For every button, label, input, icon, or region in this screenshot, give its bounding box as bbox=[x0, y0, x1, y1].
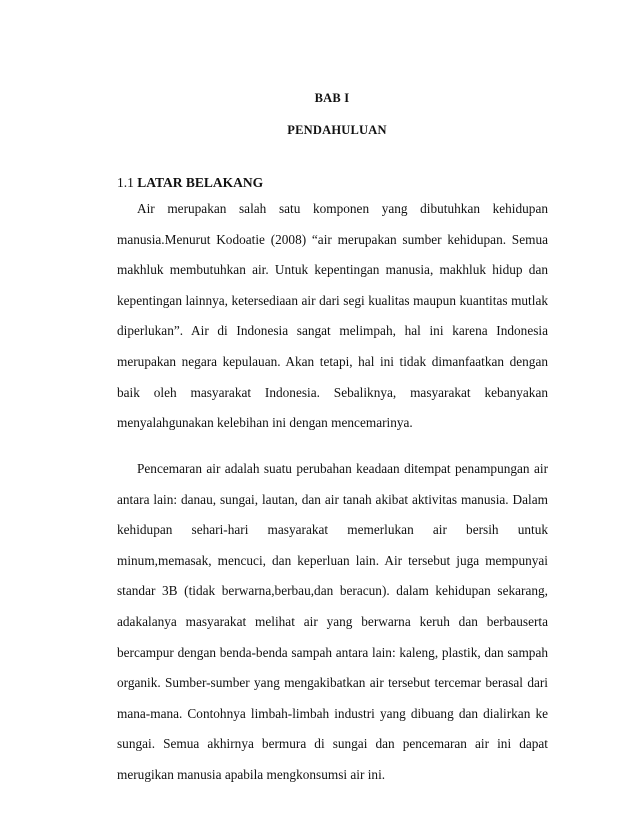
chapter-title: PENDAHULUAN bbox=[287, 123, 387, 137]
section-number: 1.1 bbox=[117, 175, 134, 190]
section-heading bbox=[117, 175, 263, 191]
paragraph: Air merupakan salah satu komponen yang dibutuhkan kehidupan manusia.Menurut Kodoatie (2008) “air merupakan sumber kehidupan. Semua makhluk membutuhkan air. Untuk kepentingan manusia, makhluk hidup dan kepentingan lainnya, ketersediaan air dari segi kualitas maupun kuantitas mutlak diperlukan”. Air di Indonesia sangat melimpah, hal ini karena Indonesia merupakan negara kepulauan. Akan tetapi, hal ini tidak dimanfaatkan dengan baik oleh masyarakat Indonesia. Sebaliknya, masyarakat kebanyakan menyalahgunakan kelebihan ini dengan mencemarinya. bbox=[117, 201, 548, 431]
paragraph: Pencemaran air adalah suatu perubahan keadaan ditempat penampungan air antara lain: danau, sungai, lautan, dan air tanah akibat aktivitas manusia. Dalam kehidupan sehari-hari masyarakat memerlukan air bersih untuk minum,memasak, mencuci, dan keperluan lain. Air tersebut juga mempunyai standar 3B (tidak berwarna,berbau,dan beracun). dalam kehidupan sekarang, adakalanya masyarakat melihat air yang berwarna keruh dan berbauserta bercampur dengan benda-benda sampah antara lain: kaleng, plastik, dan sampah organik. Sumber-sumber yang mengakibatkan air tersebut tercemar berasal dari mana-mana. Contohnya limbah-limbah industri yang dibuang dan dialirkan ke sungai. Semua akhirnya bermura di sungai dan pencemaran air ini dapat merugikan manusia apabila mengkonsumsi air ini. bbox=[117, 461, 548, 782]
section-title: LATAR BELAKANG bbox=[137, 175, 264, 190]
chapter-number: BAB I bbox=[314, 91, 350, 105]
